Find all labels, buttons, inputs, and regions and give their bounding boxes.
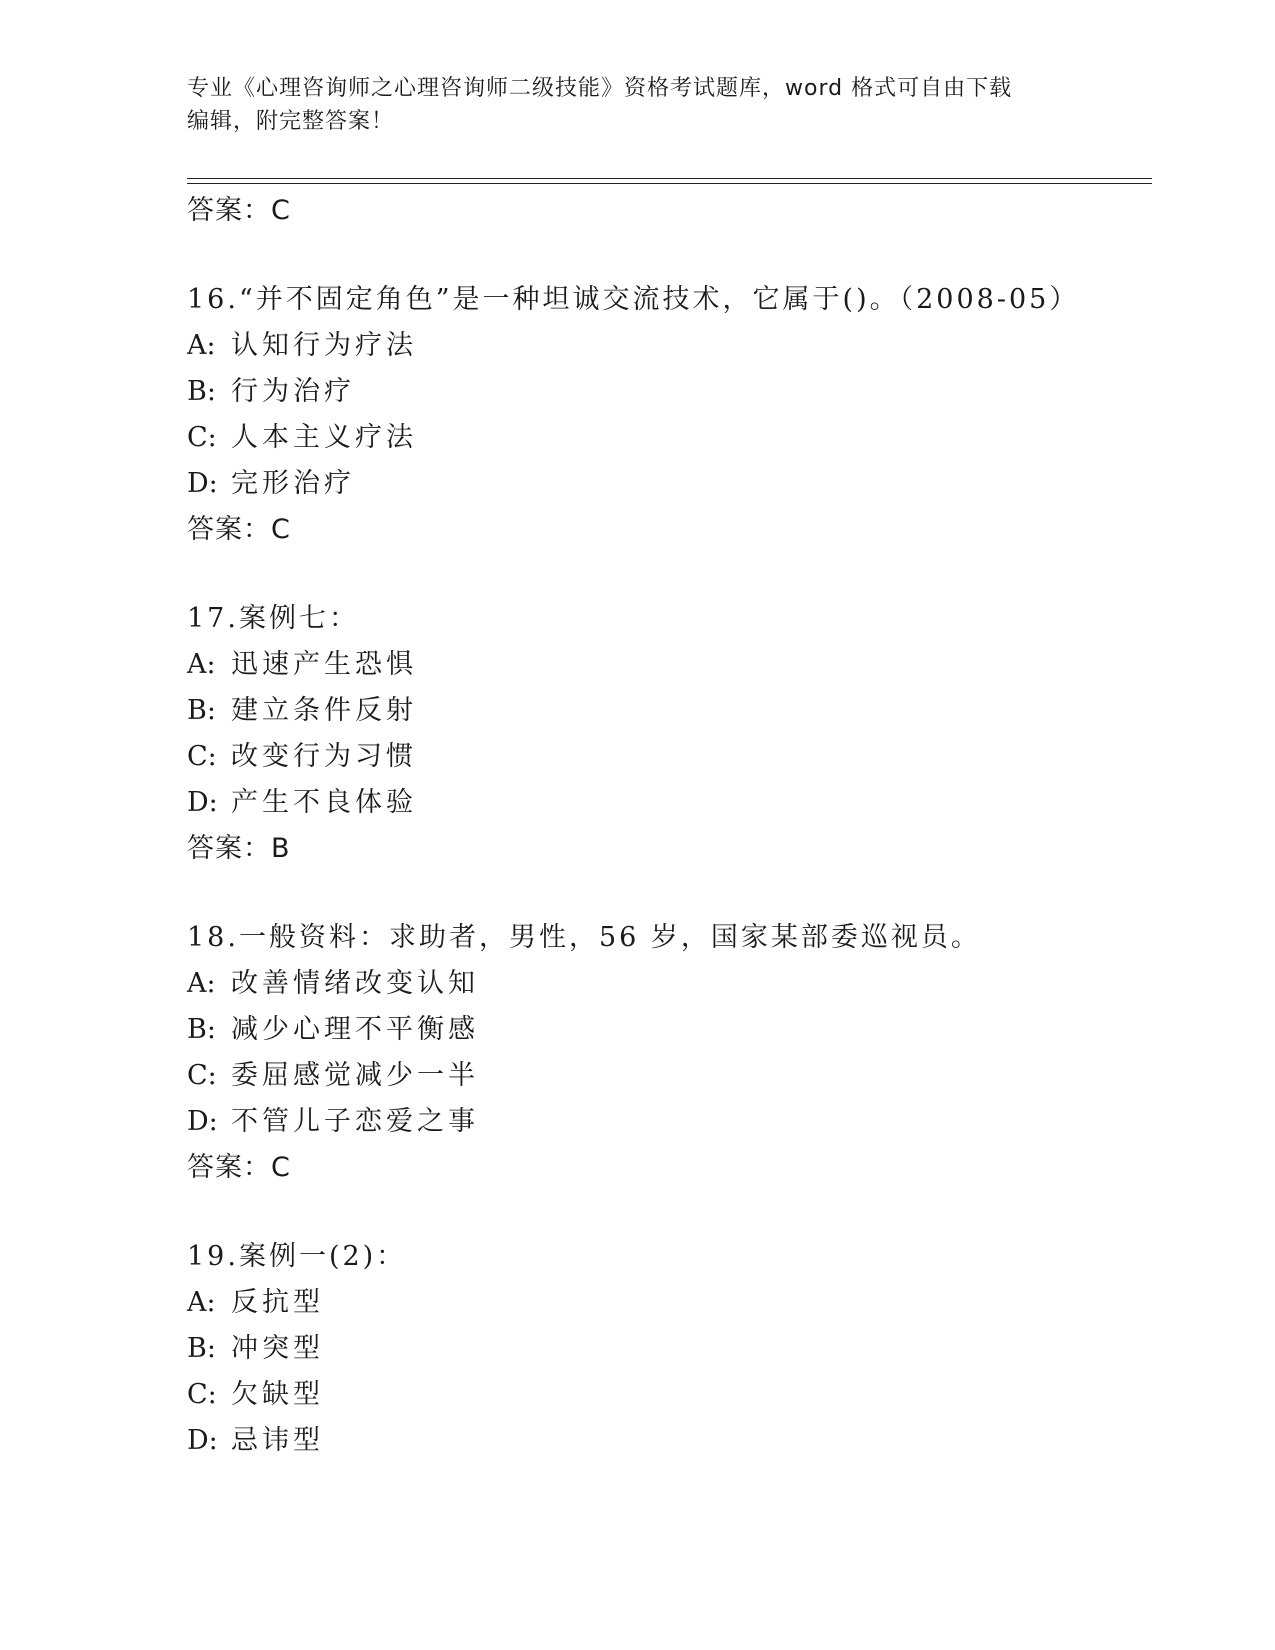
option-text: 迅速产生恐惧 (231, 649, 417, 680)
option-key: A: (187, 968, 216, 999)
option-d (187, 1418, 1152, 1464)
option-text: 反抗型 (231, 1287, 324, 1318)
header-line-2: 编辑，附完整答案！ (187, 109, 395, 134)
option-key: C: (187, 1060, 217, 1091)
option-text: 完形治疗 (231, 468, 355, 499)
answer: 答案：C (187, 514, 291, 545)
option-b (187, 1326, 1152, 1372)
header-rule-bottom (187, 183, 1152, 184)
option-d (187, 780, 1152, 826)
answer: 答案：B (187, 833, 291, 864)
option-text: 不管儿子恋爱之事 (231, 1106, 479, 1137)
option-a (187, 1280, 1152, 1326)
previous-answer: 答案：C (187, 195, 291, 226)
question-18 (187, 915, 1152, 1191)
option-key: B: (187, 695, 216, 726)
option-b (187, 369, 1152, 415)
question-stem: 16.“并不固定角色”是一种坦诚交流技术，它属于()。（2008-05） (187, 284, 1080, 315)
option-c (187, 734, 1152, 780)
option-text: 改变行为习惯 (231, 741, 417, 772)
document-header (187, 72, 1087, 138)
option-key: D: (187, 468, 218, 499)
option-text: 改善情绪改变认知 (231, 968, 479, 999)
option-text: 冲突型 (231, 1333, 324, 1364)
question-16 (187, 277, 1152, 553)
option-key: D: (187, 1106, 218, 1137)
option-key: D: (187, 787, 218, 818)
option-text: 欠缺型 (231, 1379, 324, 1410)
option-c (187, 1053, 1152, 1099)
option-a (187, 642, 1152, 688)
header-line-1: 专业《心理咨询师之心理咨询师二级技能》资格考试题库，word 格式可自由下载 (187, 76, 1013, 101)
option-key: B: (187, 376, 216, 407)
option-text: 人本主义疗法 (231, 422, 417, 453)
option-a (187, 323, 1152, 369)
option-key: B: (187, 1333, 216, 1364)
option-b (187, 688, 1152, 734)
option-d (187, 1099, 1152, 1145)
question-list (187, 188, 1152, 1464)
option-key: A: (187, 330, 216, 361)
answer: 答案：C (187, 1152, 291, 1183)
option-text: 行为治疗 (231, 376, 355, 407)
question-stem: 17.案例七： (187, 603, 359, 634)
option-key: A: (187, 649, 216, 680)
option-text: 认知行为疗法 (231, 330, 417, 361)
option-key: C: (187, 422, 217, 453)
option-text: 产生不良体验 (231, 787, 417, 818)
option-key: B: (187, 1014, 216, 1045)
question-stem: 19.案例一(2)： (187, 1241, 407, 1272)
header-rule-top (187, 178, 1152, 179)
option-key: A: (187, 1287, 216, 1318)
option-c (187, 1372, 1152, 1418)
option-key: C: (187, 1379, 217, 1410)
option-d (187, 461, 1152, 507)
option-key: D: (187, 1425, 218, 1456)
question-19 (187, 1234, 1152, 1464)
option-a (187, 961, 1152, 1007)
option-text: 建立条件反射 (231, 695, 417, 726)
question-stem: 18.一般资料：求助者，男性，56 岁，国家某部委巡视员。 (187, 922, 981, 953)
option-b (187, 1007, 1152, 1053)
option-key: C: (187, 741, 217, 772)
option-c (187, 415, 1152, 461)
question-17 (187, 596, 1152, 872)
option-text: 委屈感觉减少一半 (231, 1060, 479, 1091)
option-text: 忌讳型 (231, 1425, 324, 1456)
option-text: 减少心理不平衡感 (231, 1014, 479, 1045)
